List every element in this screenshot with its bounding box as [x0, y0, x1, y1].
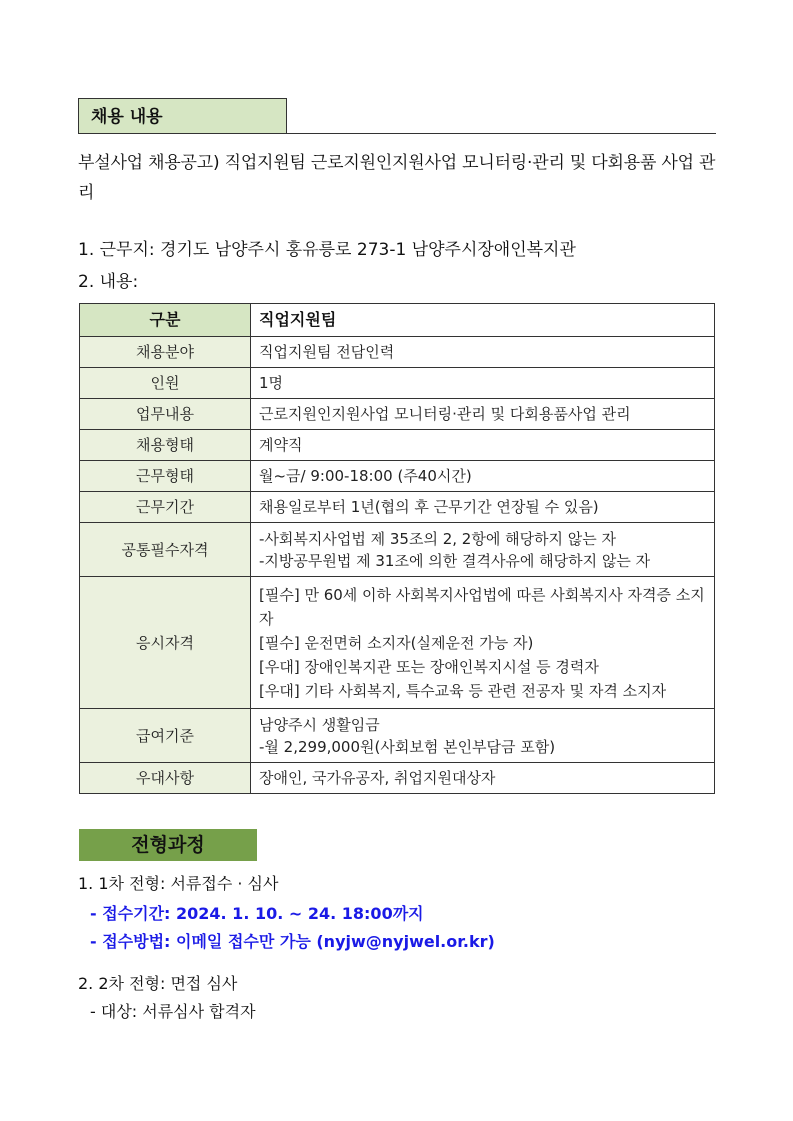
row-value-line: 월~금/ 9:00-18:00 (주40시간) [259, 467, 472, 485]
table-header-cell: 구분 [80, 304, 251, 337]
table-row [80, 709, 715, 763]
content-label: 2. 내용: [78, 272, 139, 292]
workplace-line: 1. 근무지: 경기도 남양주시 홍유릉로 273-1 남양주시장애인복지관 [78, 240, 576, 260]
table-row [80, 368, 715, 399]
table-row [80, 461, 715, 492]
section-title: 채용 내용 [78, 98, 287, 134]
step1-line: 1. 1차 전형: 서류접수 · 심사 [78, 874, 279, 893]
table-row [80, 430, 715, 461]
table-row [80, 337, 715, 368]
row-value [251, 577, 715, 709]
row-label: 업무내용 [80, 399, 251, 430]
row-value [251, 368, 715, 399]
row-value-line: 계약직 [259, 436, 303, 454]
row-label: 우대사항 [80, 763, 251, 794]
row-value-line: [우대] 기타 사회복지, 특수교육 등 관련 전공자 및 자격 소지자 [259, 681, 667, 700]
row-label: 근무형태 [80, 461, 251, 492]
row-value [251, 763, 715, 794]
row-value-line: -월 2,299,000원(사회보험 본인부담금 포함) [259, 737, 556, 756]
row-value [251, 492, 715, 523]
row-value-line: [필수] 운전면허 소지자(실제운전 가능 자) [259, 633, 534, 652]
row-value [251, 337, 715, 368]
row-label: 인원 [80, 368, 251, 399]
row-value-line: 1명 [259, 374, 284, 392]
row-value-line: -사회복지사업법 제 35조의 2, 2항에 해당하지 않는 자 [259, 529, 617, 548]
row-value [251, 709, 715, 763]
table-header-row [80, 304, 715, 337]
row-value-line: -지방공무원법 제 31조에 의한 결격사유에 해당하지 않는 자 [259, 551, 651, 570]
row-label: 급여기준 [80, 709, 251, 763]
row-value [251, 523, 715, 577]
table-row [80, 523, 715, 577]
process-title: 전형과정 [79, 829, 257, 861]
row-value-line: 채용일로부터 1년(협의 후 근무기간 연장될 수 있음) [259, 498, 599, 516]
row-value-line: [필수] 만 60세 이하 사회복지사업법에 따른 사회복지사 자격증 소지자 [259, 585, 705, 628]
table-row [80, 763, 715, 794]
intro-text: 부설사업 채용공고) 직업지원팀 근로지원인지원사업 모니터링·관리 및 다회용품 사업 관리 [78, 153, 716, 203]
application-method: - 접수방법: 이메일 접수만 가능 (nyjw@nyjwel.or.kr) [90, 932, 495, 951]
row-value [251, 461, 715, 492]
row-value [251, 430, 715, 461]
row-value-line: 장애인, 국가유공자, 취업지원대상자 [259, 769, 496, 787]
row-value [251, 399, 715, 430]
table-row [80, 492, 715, 523]
row-value-line: 남양주시 생활임금 [259, 715, 380, 734]
row-label: 채용형태 [80, 430, 251, 461]
row-value-line: 직업지원팀 전담인력 [259, 343, 395, 361]
step2-line: 2. 2차 전형: 면접 심사 [78, 974, 238, 993]
step2-target: - 대상: 서류심사 합격자 [90, 1002, 256, 1021]
row-value-line: [우대] 장애인복지관 또는 장애인복지시설 등 경력자 [259, 657, 599, 676]
table-row [80, 577, 715, 709]
row-label: 채용분야 [80, 337, 251, 368]
row-value-line: 근로지원인지원사업 모니터링·관리 및 다회용품사업 관리 [259, 405, 631, 423]
row-label: 응시자격 [80, 577, 251, 709]
table-row [80, 399, 715, 430]
section-header [78, 98, 716, 134]
row-label: 근무기간 [80, 492, 251, 523]
table-header-cell: 직업지원팀 [251, 304, 715, 337]
header-rule [287, 133, 716, 134]
application-period: - 접수기간: 2024. 1. 10. ~ 24. 18:00까지 [90, 904, 424, 923]
job-info-table [79, 303, 715, 794]
row-label: 공통필수자격 [80, 523, 251, 577]
